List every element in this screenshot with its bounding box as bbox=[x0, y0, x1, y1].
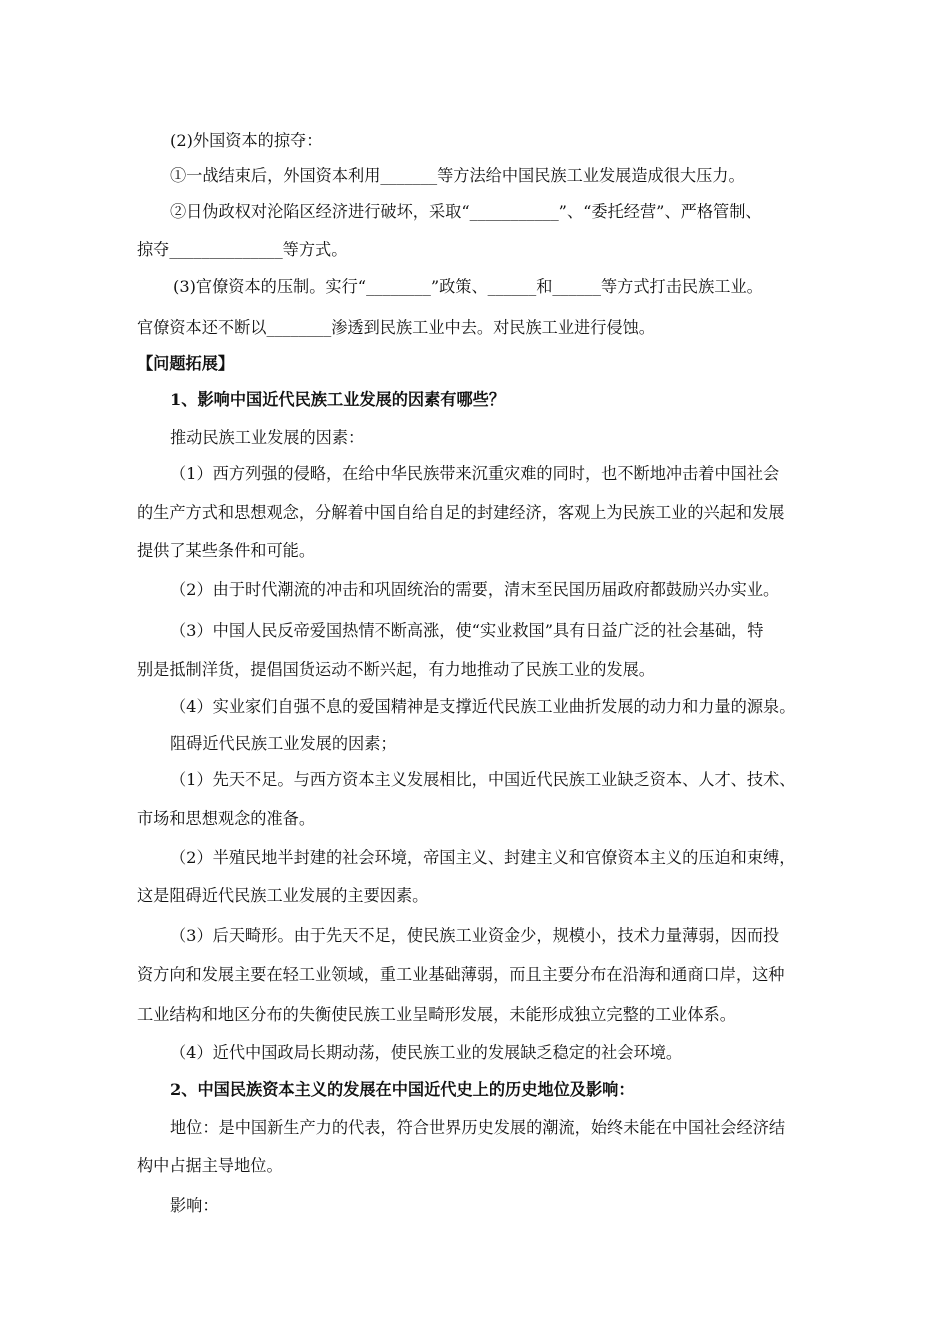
paragraph-line: 这是阻碍近代民族工业发展的主要因素。 bbox=[137, 886, 429, 905]
paragraph-line: （4）近代中国政局长期动荡，使民族工业的发展缺乏稳定的社会环境。 bbox=[170, 1043, 683, 1062]
subheading-influence: 影响： bbox=[170, 1196, 219, 1215]
paragraph-line: （3）中国人民反帝爱国热情不断高涨，使“实业救国”具有日益广泛的社会基础，特 bbox=[170, 621, 764, 640]
section-heading-foreign-capital: (2)外国资本的掠夺： bbox=[170, 131, 323, 150]
paragraph-line: ①一战结束后，外国资本利用_______等方法给中国民族工业发展造成很大压力。 bbox=[170, 166, 745, 185]
subheading-promoting-factors: 推动民族工业发展的因素： bbox=[170, 428, 365, 447]
question-2-heading: 2、中国民族资本主义的发展在中国近代史上的历史地位及影响： bbox=[170, 1080, 635, 1099]
paragraph-line: 的生产方式和思想观念，分解着中国自给自足的封建经济，客观上为民族工业的兴起和发展 bbox=[137, 503, 785, 522]
paragraph-line: （2）由于时代潮流的冲击和巩固统治的需要，清末至民国历届政府都鼓励兴办实业。 bbox=[170, 580, 780, 599]
paragraph-line: （1）先天不足。与西方资本主义发展相比，中国近代民族工业缺乏资本、人才、技术、 bbox=[170, 770, 796, 789]
paragraph-line: 市场和思想观念的准备。 bbox=[137, 809, 316, 828]
paragraph-line: 提供了某些条件和可能。 bbox=[137, 541, 316, 560]
paragraph-line: 构中占据主导地位。 bbox=[137, 1156, 283, 1175]
paragraph-line: （4）实业家们自强不息的爱国精神是支撑近代民族工业曲折发展的动力和力量的源泉。 bbox=[170, 697, 796, 716]
paragraph-line: 地位：是中国新生产力的代表，符合世界历史发展的潮流，始终未能在中国社会经济结 bbox=[170, 1118, 786, 1137]
paragraph-line: 掠夺______________等方式。 bbox=[137, 240, 348, 259]
paragraph-line: （2）半殖民地半封建的社会环境，帝国主义、封建主义和官僚资本主义的压迫和束缚， bbox=[170, 848, 796, 867]
paragraph-line: （3）后天畸形。由于先天不足，使民族工业资金少，规模小，技术力量薄弱，因而投 bbox=[170, 926, 780, 945]
paragraph-line: ②日伪政权对沦陷区经济进行破坏，采取“___________”、“委托经营”、严格管制、 bbox=[170, 202, 762, 221]
section-heading-bureaucratic-capital: (3)官僚资本的压制。实行“________”政策、______和______等方式打击民族工业。 bbox=[173, 277, 763, 296]
problem-extension-heading: 【问题拓展】 bbox=[137, 354, 235, 373]
paragraph-line: 资方向和发展主要在轻工业领域，重工业基础薄弱，而且主要分布在沿海和通商口岸，这种 bbox=[137, 965, 785, 984]
subheading-hindering-factors: 阻碍近代民族工业发展的因素； bbox=[170, 734, 397, 753]
paragraph-line: 别是抵制洋货，提倡国货运动不断兴起，有力地推动了民族工业的发展。 bbox=[137, 660, 655, 679]
question-1-heading: 1、影响中国近代民族工业发展的因素有哪些？ bbox=[170, 390, 506, 409]
paragraph-line: 工业结构和地区分布的失衡使民族工业呈畸形发展，未能形成独立完整的工业体系。 bbox=[137, 1005, 736, 1024]
paragraph-line: （1）西方列强的侵略，在给中华民族带来沉重灾难的同时，也不断地冲击着中国社会 bbox=[170, 464, 780, 483]
paragraph-line: 官僚资本还不断以________渗透到民族工业中去。对民族工业进行侵蚀。 bbox=[137, 318, 655, 337]
